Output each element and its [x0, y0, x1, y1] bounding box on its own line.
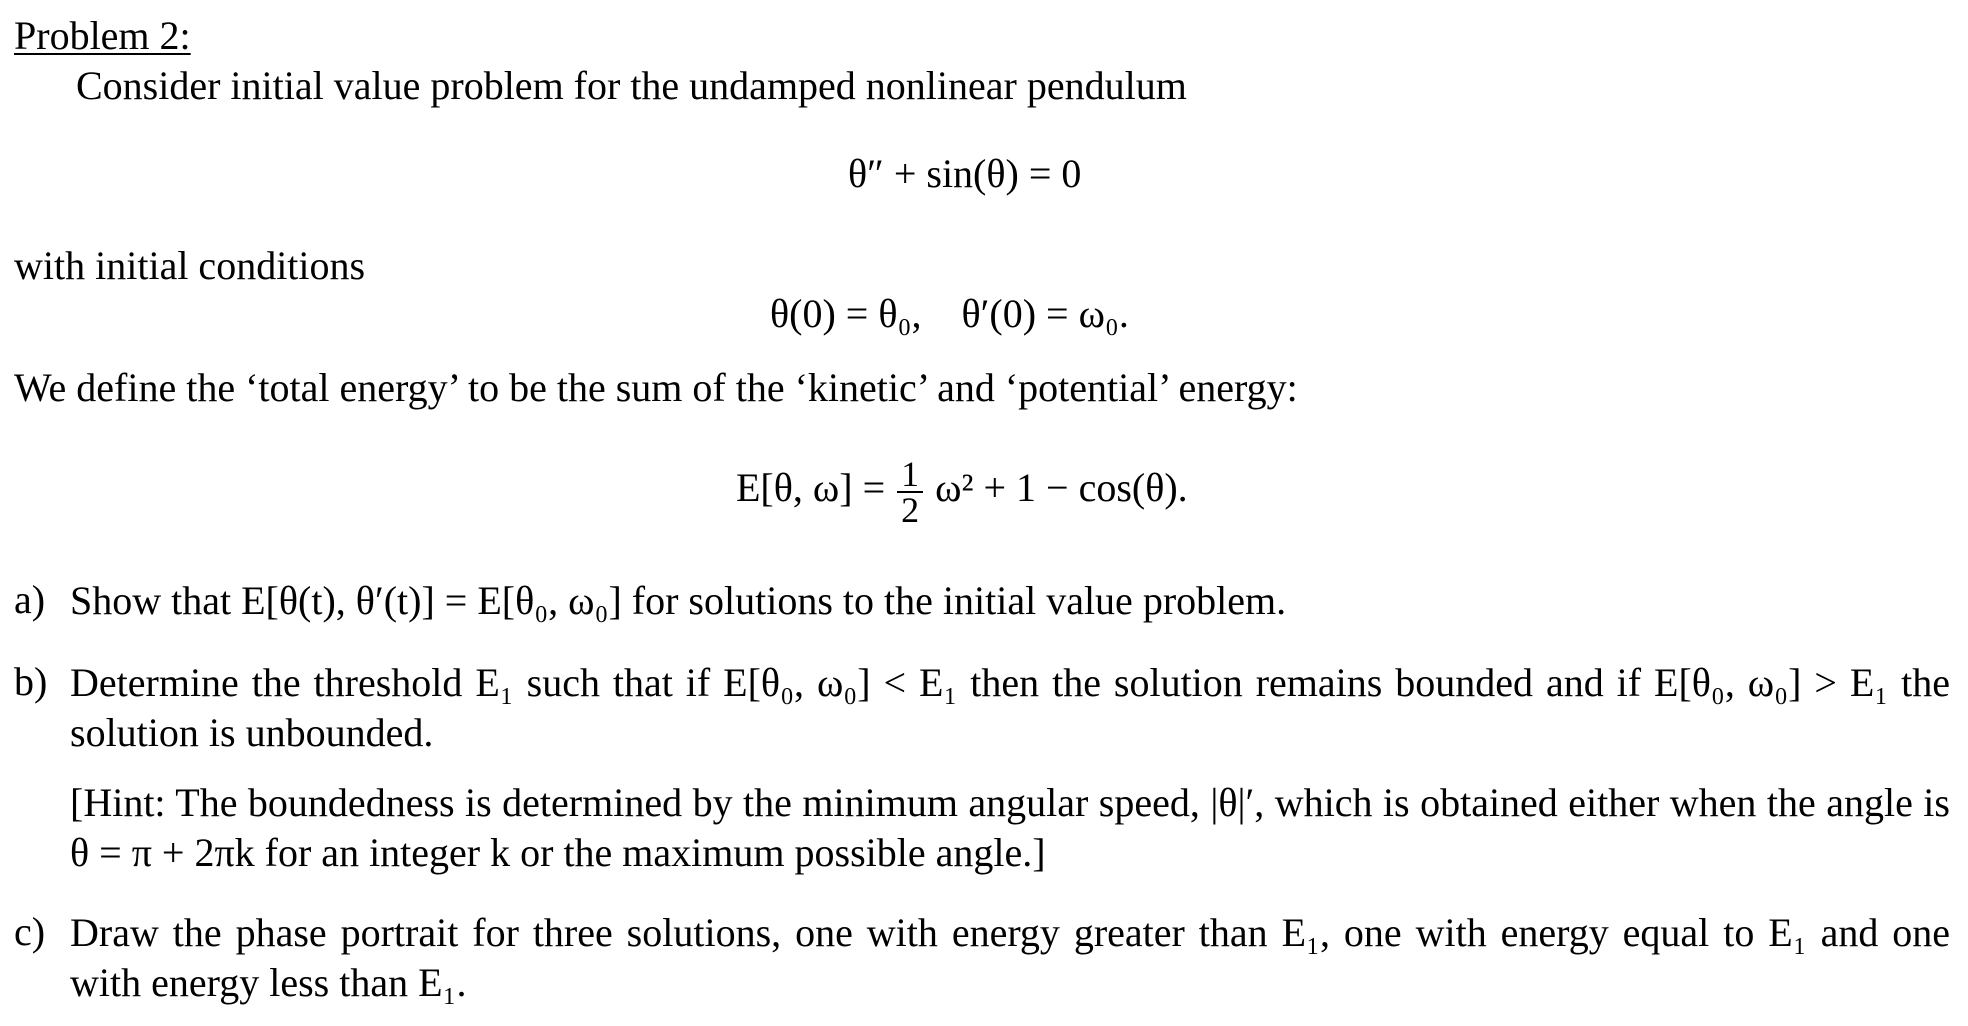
energy-lhs: E[θ, ω] =: [736, 465, 886, 510]
energy-rhs: ω² + 1 − cos(θ).: [935, 465, 1188, 510]
part-c-text: Draw the phase portrait for three solutions, one with energy greater than E₁, one with energy equal to E₁ and one with energy less than E₁.: [70, 910, 1950, 1005]
part-b-label: b): [14, 659, 48, 704]
part-a-label: a): [14, 577, 46, 622]
energy-fraction-numerator: 1: [897, 457, 923, 493]
energy-fraction-denominator: 2: [901, 489, 920, 530]
initial-conditions: θ(0) = θ₀, θ′(0) = ω₀.: [770, 291, 1129, 336]
conditions-label: with initial conditions: [14, 243, 366, 288]
problem-intro: Consider initial value problem for the undamped nonlinear pendulum: [76, 63, 1187, 108]
pendulum-equation: θ″ + sin(θ) = 0: [848, 151, 1082, 196]
energy-fraction: [897, 453, 923, 530]
part-b-text: Determine the threshold E₁ such that if E[θ₀, ω₀] < E₁ then the solution remains bounded and if E[θ₀, ω₀] > E₁ the solution is unbounded.: [70, 660, 1950, 755]
part-b-hint: [Hint: The boundedness is determined by the minimum angular speed, |θ|′, which is obtained either when the angle is θ = π + 2πk for an integer k or the maximum possible angle.]: [70, 780, 1950, 875]
energy-definition: [736, 448, 1188, 528]
part-a-text: Show that E[θ(t), θ′(t)] = E[θ₀, ω₀] for solutions to the initial value problem.: [70, 578, 1287, 623]
problem-heading: Problem 2:: [14, 13, 191, 58]
part-c-label: c): [14, 909, 46, 954]
energy-intro: We define the ‘total energy’ to be the sum of the ‘kinetic’ and ‘potential’ energy:: [14, 365, 1298, 410]
